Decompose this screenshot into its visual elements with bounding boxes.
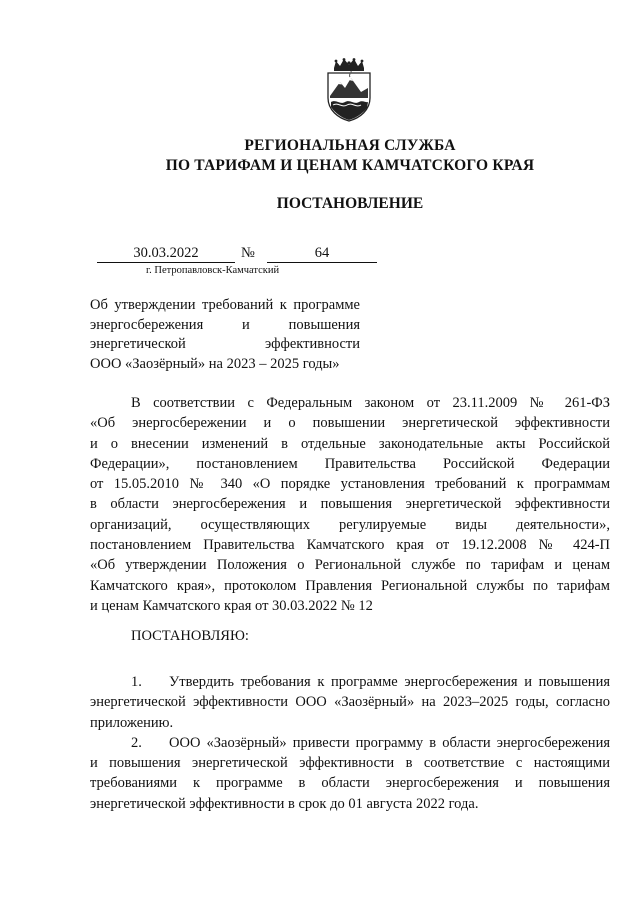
subject-line: энергосбережения и повышения [90, 316, 360, 333]
decree-subject [90, 296, 360, 374]
preamble-line: «Об энергосбережении и о повышении энергетической эффективности [90, 415, 610, 432]
item-number: 2. [131, 734, 142, 751]
preamble-line: «Об утверждении Положения о Региональной службе по тарифам и ценам [90, 557, 610, 574]
item-line: энергетической эффективности в срок до 01 августа 2022 года. [90, 795, 479, 812]
preamble-line: В соответствии с Федеральным законом от 23.11.2009 № 261-ФЗ [131, 395, 610, 411]
subject-line: энергетической эффективности [90, 336, 360, 352]
kamchatka-coat-of-arms-icon [320, 58, 378, 122]
city-name: г. Петропавловск-Камчатский [146, 265, 280, 276]
item-first-line [90, 672, 610, 692]
number-sign: № [241, 245, 255, 261]
item-line: требованиями к программе в области энергосбережения и повышения [90, 775, 610, 792]
preamble-line: и ценам Камчатского края от 30.03.2022 № 12 [90, 597, 373, 614]
preamble-line: Федерации», постановлением Правительства Российской Федерации [90, 455, 610, 472]
item-number: 1. [131, 674, 142, 690]
preamble-line: Камчатского края», протоколом Правления Региональной службы по тарифам [90, 577, 610, 594]
organization-name-line-2: ПО ТАРИФАМ И ЦЕНАМ КАМЧАТСКОГО КРАЯ [165, 157, 535, 174]
preamble-line: в области энергосбережения и повышения энергетической эффективности [90, 496, 610, 513]
subject-line: Об утверждении требований к программе [90, 297, 360, 313]
organization-name-line-1: РЕГИОНАЛЬНАЯ СЛУЖБА [244, 137, 456, 154]
item-first-line [90, 733, 610, 753]
decree-number: 64 [267, 244, 377, 263]
decree-items [90, 672, 610, 814]
subject-line: ООО «Заозёрный» на 2023 – 2025 годы» [90, 355, 340, 372]
preamble-line: постановлением Правительства Камчатского края от 19.12.2008 № 424-П [90, 537, 610, 554]
preamble-paragraph [90, 393, 610, 616]
item-first-text: ООО «Заозёрный» привести программу в области энергосбережения [169, 734, 610, 751]
item-line: приложению. [90, 714, 174, 731]
preamble-line: и о внесении изменений в отдельные законодательные акты Российской [90, 435, 610, 452]
decree-item-1 [90, 672, 610, 733]
preamble-line: от 15.05.2010 № 340 «О порядке установления требований к программам [90, 476, 610, 493]
preamble-line: организаций, осуществляющих регулируемые виды деятельности», [90, 516, 610, 533]
document-type-title: ПОСТАНОВЛЕНИЕ [276, 195, 424, 212]
decree-date: 30.03.2022 [97, 244, 235, 263]
item-line: и повышения энергетической эффективности в соответствие с настоящими [90, 755, 610, 772]
item-first-text: Утвердить требования к программе энергосбережения и повышения [169, 674, 610, 690]
item-line: энергетической эффективности ООО «Заозёрный» на 2023–2025 годы, согласно [90, 694, 610, 711]
resolve-heading: ПОСТАНОВЛЯЮ: [131, 628, 249, 644]
decree-item-2 [90, 733, 610, 814]
